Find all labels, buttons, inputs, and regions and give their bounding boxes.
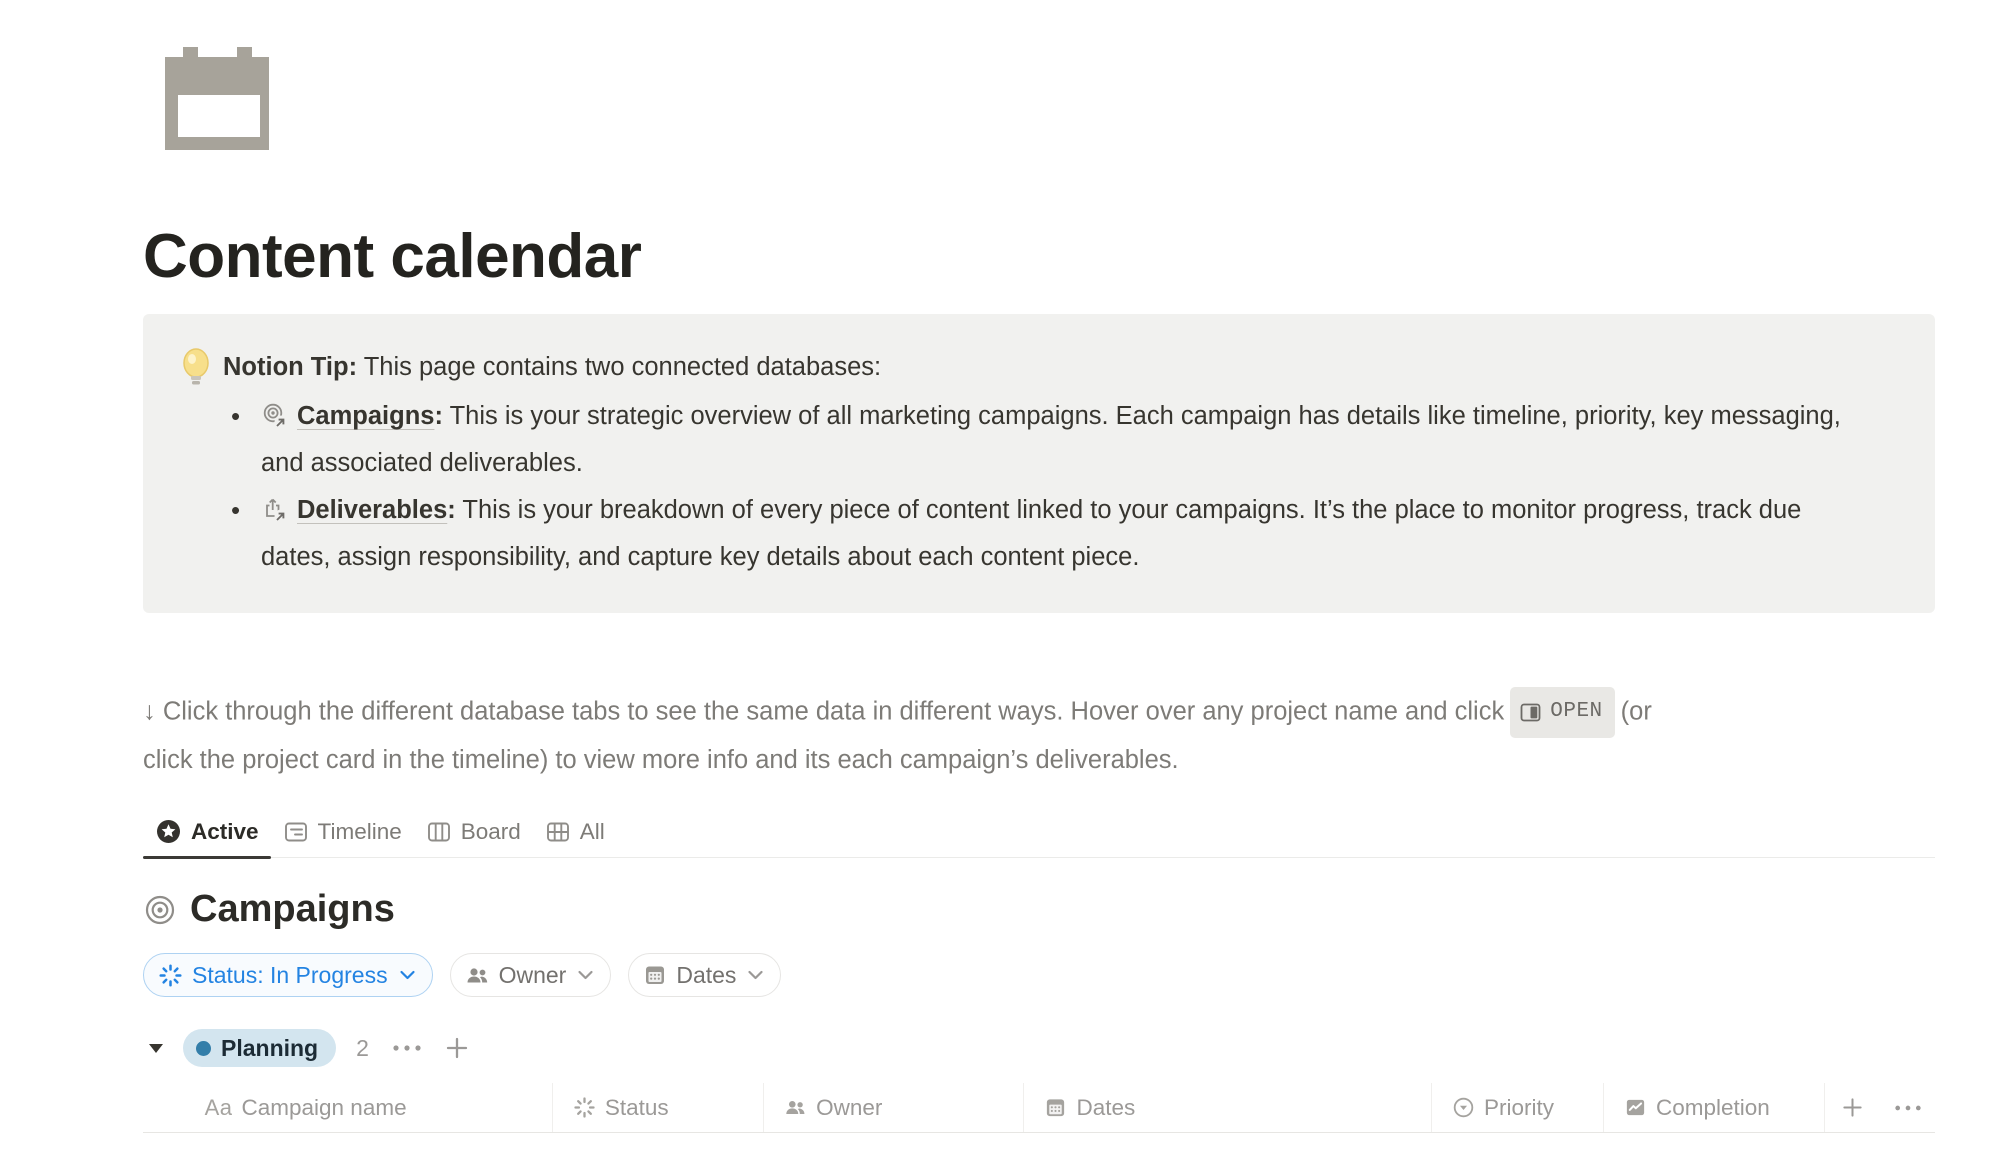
target-icon [143, 893, 177, 927]
filter-dates-chip[interactable]: Dates [628, 953, 781, 997]
calendar-icon [643, 963, 667, 987]
tip-bullet-campaigns: • Campaigns: This is your strategic overview of all marketing campaigns. Each campaign has details like timeline, priority, key messaging, and associated deliverables. [223, 393, 1875, 487]
people-icon [784, 1096, 807, 1119]
header-indent [143, 1083, 185, 1132]
group-add-button[interactable] [445, 1036, 469, 1060]
target-icon [261, 402, 288, 429]
text-type-icon: Aa [204, 1094, 233, 1120]
add-column-button[interactable] [1825, 1083, 1880, 1132]
tip-intro-rest: This page contains two connected databases: [357, 353, 882, 381]
tab-all[interactable]: All [533, 819, 617, 857]
share-icon [261, 496, 288, 523]
column-header-dates[interactable]: Dates [1024, 1083, 1431, 1132]
chevron-down-icon [577, 969, 594, 981]
column-header-owner[interactable]: Owner [764, 1083, 1024, 1132]
chevron-down-icon [747, 969, 764, 981]
column-header-status[interactable]: Status [553, 1083, 764, 1132]
deliverables-link[interactable]: Deliverables [297, 496, 448, 524]
table-more-button[interactable] [1880, 1083, 1935, 1132]
tip-callout [143, 314, 1935, 613]
database-tabs [143, 808, 1935, 858]
calendar-page-icon [165, 47, 269, 160]
tip-body [223, 344, 1875, 581]
filter-bar [143, 953, 1935, 997]
side-peek-icon [1520, 703, 1541, 722]
column-header-priority[interactable]: Priority [1432, 1083, 1604, 1132]
completion-chart-icon [1624, 1096, 1647, 1119]
planning-group-row [143, 1029, 1935, 1067]
group-pill-planning[interactable]: Planning [183, 1029, 336, 1067]
tip-bullet-list [223, 393, 1875, 581]
open-badge [1510, 687, 1614, 738]
group-count: 2 [356, 1034, 369, 1061]
chevron-down-icon [399, 969, 416, 981]
tip-intro-bold: Notion Tip: [223, 353, 358, 381]
plus-icon [1841, 1096, 1864, 1119]
column-header-completion[interactable]: Completion [1604, 1083, 1825, 1132]
tip-intro [223, 344, 1875, 391]
star-circle-icon [155, 818, 182, 845]
tab-board[interactable]: Board [414, 819, 533, 857]
group-toggle[interactable] [143, 1043, 169, 1054]
status-dot [196, 1041, 211, 1056]
tab-timeline[interactable]: Timeline [271, 819, 414, 857]
campaigns-link[interactable]: Campaigns [297, 402, 435, 430]
group-more-button[interactable] [391, 1044, 423, 1052]
board-view-icon [426, 819, 452, 845]
campaigns-description: This is your strategic overview of all marketing campaigns. Each campaign has details like timeline, priority, key messaging, and associated deliverables. [261, 402, 1841, 477]
open-badge-label: OPEN [1550, 700, 1603, 723]
triangle-down-icon [148, 1043, 164, 1054]
spinner-icon [158, 963, 183, 988]
filter-owner-chip[interactable]: Owner [450, 953, 612, 997]
deliverables-description: This is your breakdown of every piece of content linked to your campaigns. It’s the place to monitor progress, track due dates, assign responsibility, and capture key details about each content piece. [261, 496, 1802, 571]
page-title: Content calendar [143, 222, 642, 291]
ellipsis-icon [1893, 1104, 1923, 1112]
plus-icon [445, 1036, 469, 1060]
filter-status-chip[interactable]: Status: In Progress [143, 953, 433, 997]
priority-select-icon [1452, 1096, 1475, 1119]
tab-active[interactable]: Active [143, 818, 271, 857]
section-title: Campaigns [190, 888, 395, 930]
page-icon-area[interactable] [165, 0, 1935, 113]
tip-bullet-deliverables: • Deliverables: This is your breakdown of every piece of content linked to your campaigns. It’s the place to monitor progress, track due dates, assign responsibility, and capture key details about each content piece. [223, 487, 1875, 581]
timeline-view-icon [283, 819, 309, 845]
people-icon [465, 963, 490, 988]
column-header-campaign-name[interactable]: Aa Campaign name [185, 1083, 553, 1132]
campaigns-section-header [143, 888, 1935, 931]
ellipsis-icon [391, 1044, 423, 1052]
instruction-text: ↓ Click through the different database tabs to see the same data in different ways. Hover over any project name and click OPEN (or click the project card in the timeline) to view more info and its each campaign’s deliverables. [143, 687, 1935, 782]
campaigns-table-header [143, 1083, 1935, 1133]
spinner-icon [573, 1096, 596, 1119]
lightbulb-icon [179, 348, 213, 388]
calendar-icon [1044, 1096, 1067, 1119]
table-view-icon [545, 819, 571, 845]
